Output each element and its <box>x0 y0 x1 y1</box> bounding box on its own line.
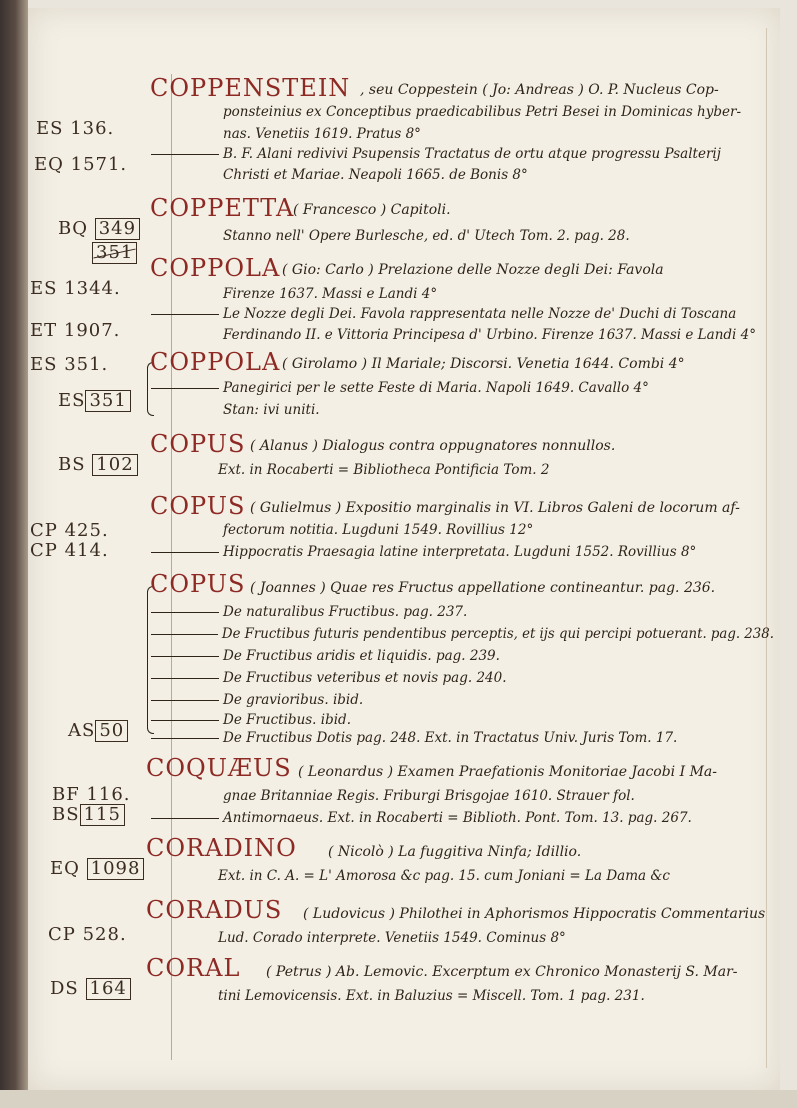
entry-line-text: De gravioribus. ibid. <box>223 692 364 708</box>
entry-line-text: De Fructibus Dotis pag. 248. Ext. in Tractatus Univ. Juris Tom. 17. <box>223 730 678 746</box>
shelfmark: CP 414. <box>30 540 109 561</box>
entry-heading: COPPOLA <box>150 254 281 282</box>
shelfmark <box>52 804 125 826</box>
entry-line: Ext. in C. A. = L' Amorosa &c pag. 15. cum Joniani = La Dama &c <box>218 868 670 884</box>
dash-mark <box>151 154 219 155</box>
entry-heading: COPUS <box>150 430 246 458</box>
shelfmark-number: 1098 <box>87 858 145 880</box>
entry-line-text: Hippocratis Praesagia latine interpretata. Lugduni 1552. Rovillius 8° <box>223 544 697 560</box>
entry-line: Stanno nell' Opere Burlesche, ed. d' Utech Tom. 2. pag. 28. <box>223 228 630 244</box>
shelfmark-number: 351 <box>85 390 130 412</box>
entry-line: gnae Britanniae Regis. Friburgi Brisgojae 1610. Strauer fol. <box>223 788 635 804</box>
shelfmark <box>58 390 131 412</box>
dash-mark <box>151 700 219 701</box>
entry-line <box>151 306 736 322</box>
entry-line: tini Lemovicensis. Ext. in Baluzius = Miscell. Tom. 1 pag. 231. <box>218 988 645 1004</box>
entry-heading: CORADINO <box>146 834 297 862</box>
entry-line-text: De Fructibus. ibid. <box>223 712 351 728</box>
entry-first-line: ( Ludovicus ) Philothei in Aphorismos Hippocratis Commentarius <box>303 906 766 922</box>
entry-line <box>151 626 774 642</box>
entry-line: Ext. in Rocaberti = Bibliotheca Pontificia Tom. 2 <box>218 462 550 478</box>
dash-mark <box>151 634 218 635</box>
shelfmark: ES 1344. <box>30 278 121 299</box>
entry-heading: COPPENSTEIN <box>150 74 351 102</box>
shelfmark <box>58 218 140 240</box>
entry-line: nas. Venetiis 1619. Pratus 8° <box>223 126 421 142</box>
entry-first-line: ( Petrus ) Ab. Lemovic. Excerptum ex Chronico Monasterij S. Mar- <box>266 964 738 980</box>
shelfmark: CP 425. <box>30 520 109 541</box>
entry-first-line: ( Gulielmus ) Expositio marginalis in VI. Libros Galeni de locorum af- <box>250 500 740 516</box>
entry-line-text: Le Nozze degli Dei. Favola rappresentata nelle Nozze de' Duchi di Toscana <box>223 306 737 322</box>
entry-line <box>151 692 363 708</box>
entry-line <box>151 712 351 728</box>
dash-mark <box>151 552 219 553</box>
entry-line-text: De naturalibus Fructibus. pag. 237. <box>223 604 468 620</box>
shelfmark: ES 351. <box>30 354 109 375</box>
shelfmark: CP 528. <box>48 924 127 945</box>
shelfmark <box>58 454 138 476</box>
entry-line <box>151 810 692 826</box>
entry-first-line: ( Girolamo ) Il Mariale; Discorsi. Venetia 1644. Combi 4° <box>282 356 685 372</box>
entry-first-line: ( Nicolò ) La fuggitiva Ninfa; Idillio. <box>328 844 582 860</box>
entry-line: Firenze 1637. Massi e Landi 4° <box>223 286 438 302</box>
dash-mark <box>151 314 219 315</box>
shelfmark-number: 349 <box>95 218 140 240</box>
book-binding <box>0 0 28 1108</box>
entry-first-line: ( Alanus ) Dialogus contra oppugnatores nonnullos. <box>250 438 616 454</box>
entry-line <box>151 544 696 560</box>
shelfmark-prefix: BS <box>52 804 80 825</box>
entry-line: Stan: ivi uniti. <box>223 402 320 418</box>
entry-first-line: ( Leonardus ) Examen Praefationis Monitoriae Jacobi I Ma- <box>298 764 718 780</box>
shelfmark-prefix: ES <box>58 390 86 411</box>
entry-line: Lud. Corado interprete. Venetiis 1549. Cominus 8° <box>218 930 566 946</box>
entry-heading: COPPETTA <box>150 194 295 222</box>
shelfmark-prefix: AS <box>68 720 96 741</box>
entry-line <box>151 380 649 396</box>
page-edge <box>0 1090 797 1108</box>
dash-mark <box>151 656 219 657</box>
entry-line <box>151 730 677 746</box>
shelfmark <box>50 978 131 1000</box>
shelfmark-number: 50 <box>95 720 128 742</box>
shelfmark-number: 164 <box>86 978 131 1000</box>
shelfmark-struck <box>92 242 137 264</box>
dash-mark <box>151 818 219 819</box>
dash-mark <box>151 738 219 739</box>
manuscript-page <box>28 8 780 1090</box>
dash-mark <box>151 678 219 679</box>
shelfmark: EQ 1571. <box>34 154 128 175</box>
entry-heading: COQUÆUS <box>146 754 292 782</box>
entry-line-text: De Fructibus aridis et liquidis. pag. 239. <box>223 648 500 664</box>
entry-line-text: B. F. Alani redivivi Psupensis Tractatus de ortu atque progressu Psalterij <box>223 146 721 162</box>
shelfmark: ET 1907. <box>30 320 121 341</box>
entry-heading: COPUS <box>150 492 246 520</box>
entry-first-line: ( Francesco ) Capitoli. <box>293 202 451 218</box>
entry-first-line: , seu Coppestein ( Jo: Andreas ) O. P. Nucleus Cop- <box>360 82 719 98</box>
entry-line-text: Antimornaeus. Ext. in Rocaberti = Biblioth. Pont. Tom. 13. pag. 267. <box>223 810 692 826</box>
entry-heading: COPUS <box>150 570 246 598</box>
entry-line: Christi et Mariae. Neapoli 1665. de Bonis 8° <box>223 167 528 183</box>
dash-mark <box>151 388 219 389</box>
entry-line <box>151 604 467 620</box>
shelfmark: BF 116. <box>52 784 131 805</box>
shelfmark-number: 102 <box>92 454 137 476</box>
shelfmark-number: 351 <box>92 242 137 264</box>
entry-line <box>151 648 500 664</box>
entry-line <box>151 146 721 162</box>
shelfmark-prefix: BQ <box>58 218 88 239</box>
entry-line-text: De Fructibus veteribus et novis pag. 240. <box>223 670 507 686</box>
shelfmark-prefix: DS <box>50 978 79 999</box>
right-rule <box>766 28 767 1068</box>
entry-heading: COPPOLA <box>150 348 281 376</box>
shelfmark <box>50 858 144 880</box>
entry-line: fectorum notitia. Lugduni 1549. Rovillius 12° <box>223 522 534 538</box>
entry-first-line: ( Joannes ) Quae res Fructus appellatione contineantur. pag. 236. <box>250 580 716 596</box>
dash-mark <box>151 720 219 721</box>
shelfmark-number: 115 <box>80 804 125 826</box>
entry-line: ponsteinius ex Conceptibus praedicabilibus Petri Besei in Dominicas hyber- <box>223 104 742 120</box>
entry-line-text: De Fructibus futuris pendentibus perceptis, et ijs qui percipi potuerant. pag. 238. <box>221 626 774 642</box>
shelfmark-prefix: BS <box>58 454 86 475</box>
shelfmark: ES 136. <box>36 118 115 139</box>
shelfmark <box>68 720 128 742</box>
entry-first-line: ( Gio: Carlo ) Prelazione delle Nozze degli Dei: Favola <box>282 262 664 278</box>
entry-line-text: Panegirici per le sette Feste di Maria. Napoli 1649. Cavallo 4° <box>223 380 649 396</box>
shelfmark-prefix: EQ <box>50 858 80 879</box>
entry-heading: CORADUS <box>146 896 283 924</box>
dash-mark <box>151 612 219 613</box>
entry-line <box>151 670 507 686</box>
entry-line: Ferdinando II. e Vittoria Principesa d' Urbino. Firenze 1637. Massi e Landi 4° <box>223 327 756 343</box>
entry-heading: CORAL <box>146 954 241 982</box>
